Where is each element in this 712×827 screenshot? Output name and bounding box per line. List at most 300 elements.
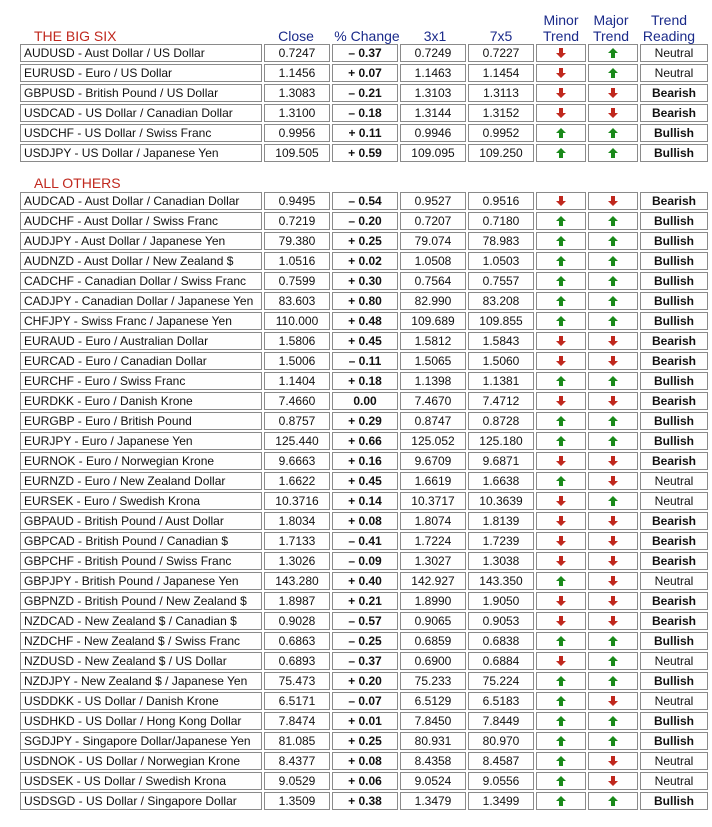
ma7x5-value: 0.7180: [468, 212, 534, 230]
pct-change-value: + 0.11: [332, 124, 398, 142]
table-row: [20, 432, 708, 450]
trend-reading-value: Bullish: [640, 232, 708, 250]
minor-trend-cell: [536, 532, 586, 550]
ma7x5-value: 0.8728: [468, 412, 534, 430]
pair-name: GBPCHF - British Pound / Swiss Franc: [20, 552, 262, 570]
trend-reading-value: Neutral: [640, 472, 708, 490]
arrow-up-icon: [540, 416, 582, 426]
major-trend-cell: [588, 312, 638, 330]
table-row: [20, 232, 708, 250]
ma3x1-value: 1.3479: [400, 792, 466, 810]
major-trend-cell: [588, 612, 638, 630]
major-trend-cell: [588, 412, 638, 430]
pct-change-value: + 0.07: [332, 64, 398, 82]
pair-name: EURGBP - Euro / British Pound: [20, 412, 262, 430]
arrow-up-icon: [540, 776, 582, 786]
arrow-down-icon: [592, 196, 634, 206]
arrow-down-icon: [540, 556, 582, 566]
close-value: 9.6663: [264, 452, 330, 470]
table-row: [20, 572, 708, 590]
trend-reading-value: Bearish: [640, 104, 708, 122]
ma3x1-header: 3x1: [423, 28, 447, 44]
trend-reading-value: Neutral: [640, 772, 708, 790]
ma3x1-value: 0.6900: [400, 652, 466, 670]
ma7x5-value: 109.855: [468, 312, 534, 330]
close-value: 1.5006: [264, 352, 330, 370]
ma7x5-value: 0.9053: [468, 612, 534, 630]
column-header-row: [0, 0, 712, 44]
all-others-title: ALL OTHERS: [34, 175, 121, 191]
close-value: 1.3026: [264, 552, 330, 570]
trend-reading-value: Bullish: [640, 312, 708, 330]
minor-trend-cell: [536, 752, 586, 770]
arrow-down-icon: [540, 336, 582, 346]
table-row: [20, 452, 708, 470]
arrow-down-icon: [592, 696, 634, 706]
arrow-down-icon: [540, 496, 582, 506]
minor-trend-cell: [536, 652, 586, 670]
arrow-down-icon: [540, 536, 582, 546]
minor-trend-cell: [536, 572, 586, 590]
pair-name: GBPAUD - British Pound / Aust Dollar: [20, 512, 262, 530]
ma7x5-header: 7x5: [489, 28, 513, 44]
table-row: [20, 252, 708, 270]
ma3x1-value: 9.0524: [400, 772, 466, 790]
major-trend-cell: [588, 552, 638, 570]
minor-trend-cell: [536, 632, 586, 650]
arrow-up-icon: [592, 636, 634, 646]
arrow-up-icon: [592, 48, 634, 58]
arrow-down-icon: [592, 776, 634, 786]
arrow-down-icon: [592, 108, 634, 118]
arrow-up-icon: [540, 128, 582, 138]
ma7x5-value: 109.250: [468, 144, 534, 162]
minor-trend-cell: [536, 492, 586, 510]
ma7x5-value: 7.4712: [468, 392, 534, 410]
arrow-up-icon: [540, 476, 582, 486]
pct-change-value: – 0.09: [332, 552, 398, 570]
table-row: [20, 392, 708, 410]
table-row: [20, 124, 708, 142]
ma3x1-value: 0.7249: [400, 44, 466, 62]
ma3x1-value: 0.7207: [400, 212, 466, 230]
close-value: 109.505: [264, 144, 330, 162]
trend-reading-value: Neutral: [640, 752, 708, 770]
ma7x5-value: 9.0556: [468, 772, 534, 790]
minor-trend-cell: [536, 192, 586, 210]
ma3x1-value: 1.6619: [400, 472, 466, 490]
ma7x5-value: 78.983: [468, 232, 534, 250]
table-row: [20, 692, 708, 710]
minor-trend-cell: [536, 272, 586, 290]
table-row: [20, 512, 708, 530]
ma3x1-value: 0.8747: [400, 412, 466, 430]
table-row: [20, 632, 708, 650]
arrow-up-icon: [540, 256, 582, 266]
trend-reading-value: Bullish: [640, 272, 708, 290]
pair-name: EURSEK - Euro / Swedish Krona: [20, 492, 262, 510]
minor-trend-header-line2: Trend: [542, 28, 580, 44]
arrow-up-icon: [592, 68, 634, 78]
arrow-down-icon: [540, 48, 582, 58]
minor-trend-cell: [536, 672, 586, 690]
trend-reading-value: Bullish: [640, 252, 708, 270]
pct-change-value: + 0.29: [332, 412, 398, 430]
major-trend-cell: [588, 652, 638, 670]
pct-change-value: + 0.02: [332, 252, 398, 270]
ma3x1-value: 1.3103: [400, 84, 466, 102]
ma7x5-value: 0.7227: [468, 44, 534, 62]
arrow-up-icon: [540, 436, 582, 446]
table-row: [20, 84, 708, 102]
close-value: 1.1456: [264, 64, 330, 82]
trend-reading-value: Neutral: [640, 44, 708, 62]
minor-trend-cell: [536, 612, 586, 630]
table-row: [20, 612, 708, 630]
close-value: 1.8987: [264, 592, 330, 610]
pair-name: NZDUSD - New Zealand $ / US Dollar: [20, 652, 262, 670]
trend-reading-header: [636, 12, 702, 44]
pair-name: CADCHF - Canadian Dollar / Swiss Franc: [20, 272, 262, 290]
major-trend-cell: [588, 212, 638, 230]
major-trend-cell: [588, 672, 638, 690]
pair-name: USDCAD - US Dollar / Canadian Dollar: [20, 104, 262, 122]
pair-name: EURCHF - Euro / Swiss Franc: [20, 372, 262, 390]
table-row: [20, 312, 708, 330]
arrow-up-icon: [540, 376, 582, 386]
ma3x1-value: 1.1398: [400, 372, 466, 390]
minor-trend-cell: [536, 352, 586, 370]
major-trend-cell: [588, 192, 638, 210]
pct-change-value: + 0.30: [332, 272, 398, 290]
ma3x1-value: 0.7564: [400, 272, 466, 290]
pct-change-value: + 0.66: [332, 432, 398, 450]
arrow-down-icon: [592, 576, 634, 586]
minor-trend-cell: [536, 772, 586, 790]
pct-change-value: – 0.18: [332, 104, 398, 122]
arrow-down-icon: [540, 516, 582, 526]
ma3x1-value: 6.5129: [400, 692, 466, 710]
ma3x1-value: 1.8074: [400, 512, 466, 530]
arrow-down-icon: [540, 68, 582, 78]
trend-reading-value: Bullish: [640, 632, 708, 650]
ma7x5-value: 1.3113: [468, 84, 534, 102]
minor-trend-cell: [536, 732, 586, 750]
ma3x1-value: 80.931: [400, 732, 466, 750]
arrow-up-icon: [592, 256, 634, 266]
arrow-up-icon: [592, 216, 634, 226]
trend-reading-value: Neutral: [640, 64, 708, 82]
table-row: [20, 44, 708, 62]
pct-change-value: + 0.45: [332, 472, 398, 490]
arrow-up-icon: [592, 376, 634, 386]
close-value: 81.085: [264, 732, 330, 750]
trend-reading-value: Bearish: [640, 392, 708, 410]
arrow-up-icon: [540, 696, 582, 706]
pct-change-value: + 0.80: [332, 292, 398, 310]
close-value: 1.6622: [264, 472, 330, 490]
major-trend-cell: [588, 124, 638, 142]
table-row: [20, 532, 708, 550]
major-trend-cell: [588, 732, 638, 750]
pair-name: EURCAD - Euro / Canadian Dollar: [20, 352, 262, 370]
arrow-down-icon: [592, 396, 634, 406]
minor-trend-cell: [536, 412, 586, 430]
ma3x1-value: 1.0508: [400, 252, 466, 270]
major-trend-cell: [588, 632, 638, 650]
major-trend-cell: [588, 592, 638, 610]
minor-trend-cell: [536, 452, 586, 470]
table-row: [20, 412, 708, 430]
major-trend-header-line2: Trend: [592, 28, 630, 44]
close-value: 110.000: [264, 312, 330, 330]
arrow-up-icon: [592, 236, 634, 246]
ma7x5-value: 1.3152: [468, 104, 534, 122]
ma7x5-value: 1.3038: [468, 552, 534, 570]
trend-reading-value: Bearish: [640, 532, 708, 550]
pair-name: AUDJPY - Aust Dollar / Japanese Yen: [20, 232, 262, 250]
major-trend-cell: [588, 272, 638, 290]
minor-trend-cell: [536, 372, 586, 390]
trend-reading-header-line2: Reading: [642, 28, 696, 44]
pair-name: GBPJPY - British Pound / Japanese Yen: [20, 572, 262, 590]
ma3x1-value: 0.9527: [400, 192, 466, 210]
arrow-down-icon: [540, 656, 582, 666]
table-row: [20, 192, 708, 210]
ma7x5-value: 1.0503: [468, 252, 534, 270]
ma3x1-value: 1.3027: [400, 552, 466, 570]
table-row: [20, 212, 708, 230]
table-row: [20, 492, 708, 510]
pair-name: USDHKD - US Dollar / Hong Kong Dollar: [20, 712, 262, 730]
close-value: 1.3509: [264, 792, 330, 810]
ma3x1-value: 1.8990: [400, 592, 466, 610]
trend-reading-value: Bullish: [640, 292, 708, 310]
trend-reading-value: Bearish: [640, 192, 708, 210]
table-row: [20, 292, 708, 310]
minor-trend-cell: [536, 212, 586, 230]
arrow-up-icon: [540, 716, 582, 726]
table-row: [20, 752, 708, 770]
major-trend-cell: [588, 692, 638, 710]
pair-name: CHFJPY - Swiss Franc / Japanese Yen: [20, 312, 262, 330]
trend-reading-value: Bullish: [640, 372, 708, 390]
arrow-up-icon: [592, 276, 634, 286]
major-trend-cell: [588, 144, 638, 162]
arrow-down-icon: [540, 396, 582, 406]
arrow-down-icon: [592, 756, 634, 766]
arrow-down-icon: [592, 336, 634, 346]
minor-trend-cell: [536, 692, 586, 710]
ma3x1-value: 0.9946: [400, 124, 466, 142]
close-value: 0.8757: [264, 412, 330, 430]
trend-reading-value: Bullish: [640, 432, 708, 450]
minor-trend-cell: [536, 592, 586, 610]
arrow-up-icon: [540, 316, 582, 326]
ma7x5-value: 9.6871: [468, 452, 534, 470]
close-value: 1.0516: [264, 252, 330, 270]
minor-trend-cell: [536, 44, 586, 62]
close-value: 7.8474: [264, 712, 330, 730]
ma3x1-value: 1.7224: [400, 532, 466, 550]
arrow-up-icon: [540, 148, 582, 158]
ma3x1-value: 1.1463: [400, 64, 466, 82]
pct-change-value: – 0.07: [332, 692, 398, 710]
minor-trend-header-line1: Minor: [543, 12, 579, 28]
arrow-up-icon: [592, 148, 634, 158]
ma7x5-value: 0.6838: [468, 632, 534, 650]
pct-change-value: + 0.21: [332, 592, 398, 610]
close-value: 6.5171: [264, 692, 330, 710]
close-header: Close: [278, 28, 314, 44]
pct-change-value: – 0.21: [332, 84, 398, 102]
ma3x1-value: 82.990: [400, 292, 466, 310]
minor-trend-cell: [536, 332, 586, 350]
arrow-down-icon: [540, 356, 582, 366]
arrow-down-icon: [592, 88, 634, 98]
ma3x1-value: 7.4670: [400, 392, 466, 410]
table-row: [20, 352, 708, 370]
ma3x1-value: 142.927: [400, 572, 466, 590]
pair-name: CADJPY - Canadian Dollar / Japanese Yen: [20, 292, 262, 310]
table-row: [20, 552, 708, 570]
arrow-up-icon: [592, 316, 634, 326]
table-row: [20, 272, 708, 290]
pct-change-value: + 0.48: [332, 312, 398, 330]
ma3x1-value: 109.095: [400, 144, 466, 162]
ma7x5-value: 143.350: [468, 572, 534, 590]
ma7x5-value: 0.6884: [468, 652, 534, 670]
minor-trend-cell: [536, 144, 586, 162]
ma7x5-value: 7.8449: [468, 712, 534, 730]
arrow-down-icon: [540, 456, 582, 466]
arrow-up-icon: [592, 736, 634, 746]
big-six-table: [18, 42, 710, 164]
trend-reading-value: Bullish: [640, 712, 708, 730]
ma7x5-value: 6.5183: [468, 692, 534, 710]
close-value: 7.4660: [264, 392, 330, 410]
close-value: 0.9956: [264, 124, 330, 142]
minor-trend-cell: [536, 512, 586, 530]
trend-reading-value: Neutral: [640, 652, 708, 670]
close-value: 1.5806: [264, 332, 330, 350]
pair-name: NZDJPY - New Zealand $ / Japanese Yen: [20, 672, 262, 690]
major-trend-cell: [588, 84, 638, 102]
close-value: 0.9495: [264, 192, 330, 210]
arrow-down-icon: [540, 196, 582, 206]
pct-change-value: + 0.16: [332, 452, 398, 470]
pct-change-value: + 0.25: [332, 232, 398, 250]
close-value: 1.7133: [264, 532, 330, 550]
pair-name: USDNOK - US Dollar / Norwegian Krone: [20, 752, 262, 770]
close-value: 83.603: [264, 292, 330, 310]
major-trend-cell: [588, 372, 638, 390]
ma3x1-value: 125.052: [400, 432, 466, 450]
minor-trend-cell: [536, 392, 586, 410]
ma7x5-value: 1.6638: [468, 472, 534, 490]
table-row: [20, 732, 708, 750]
arrow-down-icon: [540, 108, 582, 118]
ma3x1-value: 9.6709: [400, 452, 466, 470]
pct-change-value: – 0.41: [332, 532, 398, 550]
pct-change-value: – 0.20: [332, 212, 398, 230]
pct-change-value: – 0.37: [332, 652, 398, 670]
pair-name: USDSGD - US Dollar / Singapore Dollar: [20, 792, 262, 810]
ma7x5-value: 10.3639: [468, 492, 534, 510]
arrow-up-icon: [540, 296, 582, 306]
minor-trend-header: [538, 12, 584, 44]
table-row: [20, 372, 708, 390]
trend-reading-value: Bearish: [640, 84, 708, 102]
ma7x5-value: 75.224: [468, 672, 534, 690]
trend-reading-value: Neutral: [640, 692, 708, 710]
close-value: 0.9028: [264, 612, 330, 630]
ma3x1-value: 79.074: [400, 232, 466, 250]
major-trend-cell: [588, 64, 638, 82]
ma7x5-value: 125.180: [468, 432, 534, 450]
arrow-up-icon: [540, 236, 582, 246]
pair-name: GBPCAD - British Pound / Canadian $: [20, 532, 262, 550]
big-six-title: THE BIG SIX: [34, 28, 117, 44]
pair-name: AUDCHF - Aust Dollar / Swiss Franc: [20, 212, 262, 230]
arrow-up-icon: [540, 796, 582, 806]
close-value: 1.1404: [264, 372, 330, 390]
ma7x5-value: 80.970: [468, 732, 534, 750]
pair-name: EURDKK - Euro / Danish Krone: [20, 392, 262, 410]
close-value: 0.7247: [264, 44, 330, 62]
major-trend-cell: [588, 44, 638, 62]
arrow-down-icon: [592, 356, 634, 366]
table-row: [20, 592, 708, 610]
pct-change-value: + 0.59: [332, 144, 398, 162]
minor-trend-cell: [536, 252, 586, 270]
table-row: [20, 144, 708, 162]
trend-reading-value: Bearish: [640, 512, 708, 530]
ma3x1-value: 1.5065: [400, 352, 466, 370]
ma3x1-value: 75.233: [400, 672, 466, 690]
pct-change-value: – 0.54: [332, 192, 398, 210]
trend-reading-value: Bearish: [640, 552, 708, 570]
major-trend-cell: [588, 712, 638, 730]
pair-name: EURJPY - Euro / Japanese Yen: [20, 432, 262, 450]
arrow-up-icon: [540, 636, 582, 646]
table-row: [20, 472, 708, 490]
major-trend-cell: [588, 792, 638, 810]
arrow-up-icon: [592, 128, 634, 138]
arrow-down-icon: [540, 88, 582, 98]
ma3x1-value: 0.6859: [400, 632, 466, 650]
pair-name: USDCHF - US Dollar / Swiss Franc: [20, 124, 262, 142]
ma7x5-value: 1.5843: [468, 332, 534, 350]
ma3x1-value: 1.3144: [400, 104, 466, 122]
pair-name: AUDUSD - Aust Dollar / US Dollar: [20, 44, 262, 62]
trend-reading-header-line1: Trend: [650, 12, 688, 28]
pct-change-value: – 0.57: [332, 612, 398, 630]
major-trend-cell: [588, 452, 638, 470]
trend-reading-value: Bearish: [640, 452, 708, 470]
close-value: 0.6863: [264, 632, 330, 650]
close-value: 79.380: [264, 232, 330, 250]
close-value: 1.3083: [264, 84, 330, 102]
arrow-down-icon: [592, 536, 634, 546]
pct-change-value: – 0.37: [332, 44, 398, 62]
close-value: 1.3100: [264, 104, 330, 122]
arrow-down-icon: [540, 596, 582, 606]
close-value: 75.473: [264, 672, 330, 690]
arrow-up-icon: [592, 296, 634, 306]
minor-trend-cell: [536, 124, 586, 142]
arrow-up-icon: [540, 736, 582, 746]
